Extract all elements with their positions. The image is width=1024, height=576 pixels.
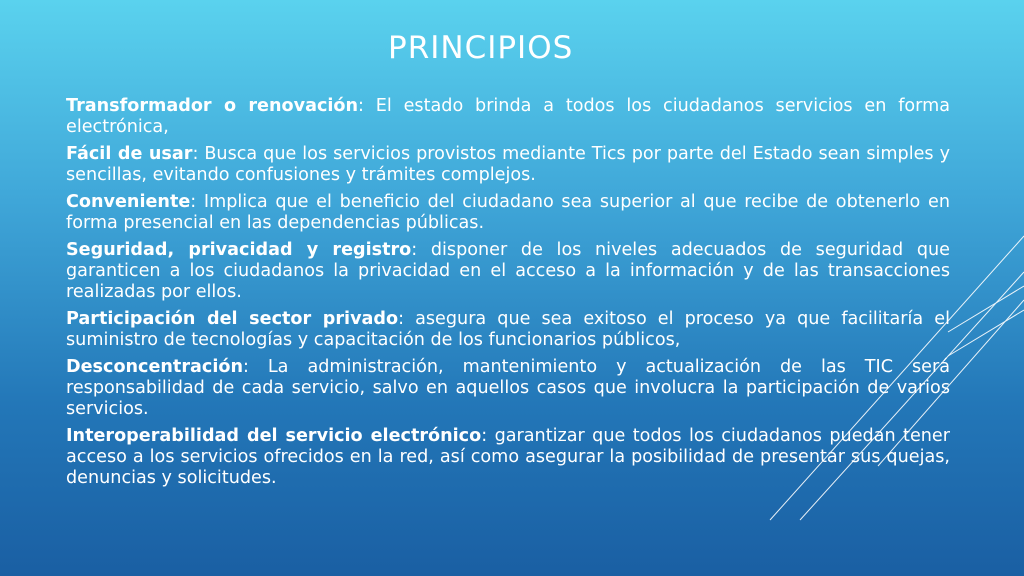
principle-participacion <box>66 309 950 351</box>
principle-text: : El estado brinda a todos los ciudadanos servicios en forma electrónica, <box>66 96 950 137</box>
principle-text: : La administración, mantenimiento y actualización de las TIC será responsabilidad de cada servicio, salvo en aquellos casos que involucra la participación de varios servicios. <box>66 357 950 419</box>
principles-list <box>66 96 950 495</box>
principle-term: Conveniente <box>66 192 191 212</box>
principle-text: : Implica que el beneficio del ciudadano sea superior al que recibe de obtenerlo en forma presencial en las dependencias públicas. <box>66 192 950 233</box>
principle-term: Interoperabilidad del servicio electrónico <box>66 426 482 446</box>
principle-transformador <box>66 96 950 138</box>
principle-text: : garantizar que todos los ciudadanos puedan tener acceso a los servicios ofrecidos en la red, así como asegurar la posibilidad de presentar sus quejas, denuncias y solicitudes. <box>66 426 950 488</box>
principle-term: Seguridad, privacidad y registro <box>66 240 412 260</box>
principle-interoperabilidad <box>66 426 950 489</box>
principle-text: : Busca que los servicios provistos mediante Tics por parte del Estado sean simples y sencillas, evitando confusiones y trámites complejos. <box>66 144 950 185</box>
principle-conveniente <box>66 192 950 234</box>
principle-desconcentracion <box>66 357 950 420</box>
principle-text: : asegura que sea exitoso el proceso ya que facilitaría el suministro de tecnologías y capacitación de los funcionarios públicos, <box>66 309 950 350</box>
principle-seguridad <box>66 240 950 303</box>
slide-title: PRINCIPIOS <box>388 30 574 66</box>
principle-term: Transformador o renovación <box>66 96 359 116</box>
principle-facil-de-usar <box>66 144 950 186</box>
principle-text: : disponer de los niveles adecuados de seguridad que garanticen a los ciudadanos la privacidad en el acceso a la información y de las transacciones realizadas por ellos. <box>66 240 951 302</box>
principle-term: Participación del sector privado <box>66 309 399 329</box>
principle-term: Fácil de usar <box>66 144 193 164</box>
principle-term: Desconcentración <box>66 357 243 377</box>
